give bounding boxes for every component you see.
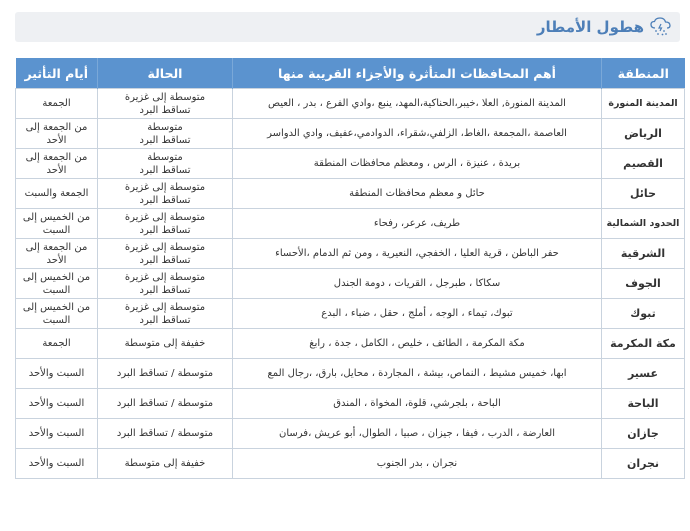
cell-days-line: السبت والأحد — [28, 398, 85, 409]
cell-areas: ابها، خميس مشيط ، النماص، بيشة ، المجاردة ، محايل، بارق، ،رجال المع — [233, 359, 602, 389]
cell-days-line: من الجمعة إلى — [25, 151, 88, 163]
cell-region: الباحة — [602, 389, 685, 419]
cell-days — [16, 329, 98, 359]
cell-status — [98, 149, 233, 179]
cell-status-line: تساقط البرد — [139, 254, 191, 266]
cell-days-line: السبت والأحد — [28, 458, 85, 469]
cell-areas: تبوك، تيماء ، الوجه ، أملج ، حقل ، ضباء ، البدع — [233, 299, 602, 329]
table-row — [16, 239, 685, 269]
cell-areas: العارضة ، الدرب ، فيفا ، جيزان ، صبيا ، الطوال، أبو عريش ،فرسان — [233, 419, 602, 449]
cell-days — [16, 119, 98, 149]
cell-status-line: تساقط البرد — [139, 164, 191, 176]
cell-days — [16, 269, 98, 299]
cell-days — [16, 449, 98, 479]
cell-status-line: متوسطة — [147, 151, 183, 163]
cell-status-line: متوسطة — [147, 121, 183, 133]
cell-days-line: من الخميس إلى — [22, 301, 91, 313]
cell-areas: المدينة المنورة, العلا ،خيبر،الحناكية،المهد، ينبع ،وادي الفرع ، بدر ، العيص — [233, 89, 602, 119]
cell-status-line: تساقط البرد — [139, 194, 191, 206]
cell-days-line: السبت — [42, 284, 71, 296]
cell-region: حائل — [602, 179, 685, 209]
cell-region: الرياض — [602, 119, 685, 149]
cell-days-line: الجمعة — [42, 338, 71, 349]
cell-region: جازان — [602, 419, 685, 449]
cell-status-line: متوسطة / تساقط البرد — [116, 398, 214, 409]
cell-days — [16, 209, 98, 239]
cell-days-line: من الخميس إلى — [22, 271, 91, 283]
cell-days-line: السبت — [42, 314, 71, 326]
cell-status-line: خفيفة إلى متوسطة — [124, 338, 206, 349]
table-row — [16, 329, 685, 359]
cell-status-line: متوسطة / تساقط البرد — [116, 428, 214, 439]
cell-status-line: متوسطة إلى غزيرة — [124, 271, 206, 283]
cell-areas: طريف، عرعر، رفحاء — [233, 209, 602, 239]
cell-status — [98, 329, 233, 359]
cell-days-line: الجمعة والسبت — [24, 188, 89, 199]
header-areas: أهم المحافظات المتأثرة والأجزاء القريبة منها — [233, 58, 602, 89]
cell-region: القصيم — [602, 149, 685, 179]
table-row — [16, 209, 685, 239]
cell-region: عسير — [602, 359, 685, 389]
page-title: هطول الأمطار — [536, 18, 644, 36]
cell-status-line: متوسطة إلى غزيرة — [124, 241, 206, 253]
table-row — [16, 149, 685, 179]
cell-areas: نجران ، بدر الجنوب — [233, 449, 602, 479]
cell-status-line: تساقط البرد — [139, 314, 191, 326]
cell-days-line: من الجمعة إلى — [25, 241, 88, 253]
cell-status — [98, 179, 233, 209]
cell-days — [16, 89, 98, 119]
cell-status — [98, 419, 233, 449]
table-row — [16, 179, 685, 209]
cell-days-line: من الجمعة إلى — [25, 121, 88, 133]
cell-status — [98, 449, 233, 479]
cell-status-line: متوسطة إلى غزيرة — [124, 181, 206, 193]
cell-days-line: الجمعة — [42, 98, 71, 109]
header-status: الحالة — [98, 58, 233, 89]
table-row — [16, 119, 685, 149]
cell-days — [16, 239, 98, 269]
table-row — [16, 419, 685, 449]
cell-status — [98, 359, 233, 389]
cell-region: مكة المكرمة — [602, 329, 685, 359]
cell-days — [16, 359, 98, 389]
title-bar — [15, 12, 680, 42]
cell-days-line: من الخميس إلى — [22, 211, 91, 223]
cell-areas: العاصمة ،المجمعة ،الغاط، الزلفي،شقراء، الدوادمي،عفيف، وادي الدواسر — [233, 119, 602, 149]
rainfall-table — [15, 58, 685, 479]
cell-days-line: السبت والأحد — [28, 428, 85, 439]
cell-areas: حفر الباطن ، قرية العليا ، الخفجي، النعيرية ، ومن ثم الدمام ،الأحساء — [233, 239, 602, 269]
cell-status — [98, 89, 233, 119]
table-row — [16, 449, 685, 479]
cell-days-line: السبت والأحد — [28, 368, 85, 379]
cell-status-line: متوسطة إلى غزيرة — [124, 211, 206, 223]
cell-days — [16, 299, 98, 329]
cell-status — [98, 299, 233, 329]
cell-days — [16, 179, 98, 209]
cell-status-line: متوسطة إلى غزيرة — [124, 301, 206, 313]
header-region: المنطقة — [602, 58, 685, 89]
cell-days-line: الأحد — [46, 134, 67, 146]
cell-areas: مكة المكرمة ، الطائف ، خليص ، الكامل ، جدة ، رابغ — [233, 329, 602, 359]
table-row — [16, 389, 685, 419]
cell-status-line: متوسطة / تساقط البرد — [116, 368, 214, 379]
cell-days-line: الأحد — [46, 164, 67, 176]
cell-areas: سكاكا ، طبرجل ، القريات ، دومة الجندل — [233, 269, 602, 299]
cell-status — [98, 389, 233, 419]
table-row — [16, 89, 685, 119]
cell-areas: حائل و معظم محافظات المنطقة — [233, 179, 602, 209]
cell-days-line: الأحد — [46, 254, 67, 266]
cell-status-line: تساقط البرد — [139, 104, 191, 116]
cell-days — [16, 149, 98, 179]
cell-status-line: تساقط البرد — [139, 284, 191, 296]
cell-region: الجوف — [602, 269, 685, 299]
cloud-rain-icon — [650, 17, 672, 37]
cell-days — [16, 419, 98, 449]
cell-status-line: تساقط البرد — [139, 134, 191, 146]
cell-region: المدينة المنورة — [602, 89, 685, 119]
table-row — [16, 269, 685, 299]
header-days: أيام التأثير — [16, 58, 98, 89]
table-row — [16, 359, 685, 389]
cell-region: تبوك — [602, 299, 685, 329]
cell-status-line: خفيفة إلى متوسطة — [124, 458, 206, 469]
cell-region: نجران — [602, 449, 685, 479]
cell-status-line: تساقط البرد — [139, 224, 191, 236]
cell-status — [98, 269, 233, 299]
cell-days-line: السبت — [42, 224, 71, 236]
cell-areas: بريدة ، عنيزة ، الرس ، ومعظم محافظات المنطقة — [233, 149, 602, 179]
cell-status — [98, 239, 233, 269]
table-row — [16, 299, 685, 329]
cell-days — [16, 389, 98, 419]
cell-region: الحدود الشمالية — [602, 209, 685, 239]
cell-status — [98, 209, 233, 239]
cell-areas: الباحة ، بلجرشي، قلوة، المخواة ، المندق — [233, 389, 602, 419]
cell-region: الشرقية — [602, 239, 685, 269]
cell-status-line: متوسطة إلى غزيرة — [124, 91, 206, 103]
table-header-row — [16, 58, 685, 89]
cell-status — [98, 119, 233, 149]
